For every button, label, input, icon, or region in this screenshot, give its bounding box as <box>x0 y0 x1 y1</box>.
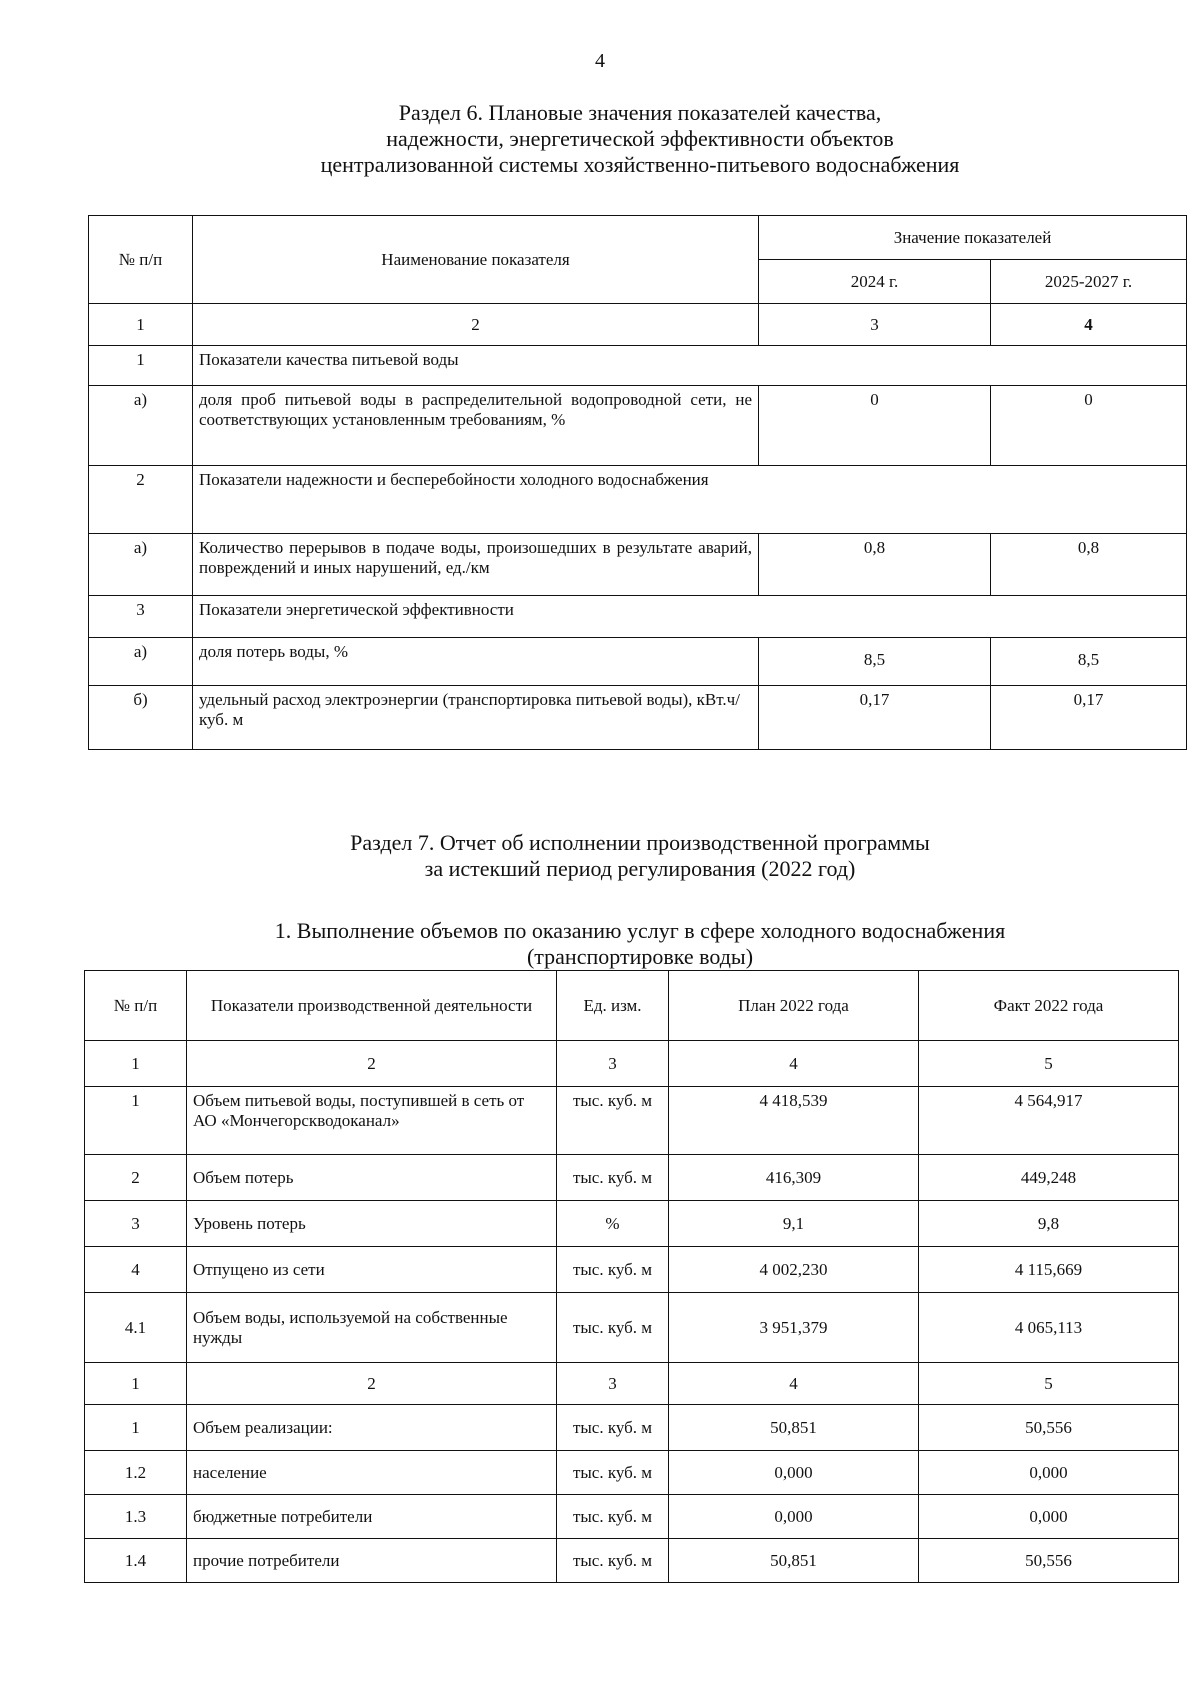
row-fact: 50,556 <box>919 1405 1179 1451</box>
section7-title-line: за истекший период регулирования (2022 год) <box>424 856 856 881</box>
row-name: Отпущено из сети <box>187 1247 557 1293</box>
column-number: 4 <box>991 304 1187 346</box>
table-row <box>89 534 1187 596</box>
row-num: 1 <box>85 1405 187 1451</box>
section7-subtitle-line: 1. Выполнение объемов по оказанию услуг в сфере холодного водоснабжения <box>274 918 1006 943</box>
table-row <box>85 1247 1179 1293</box>
table-row <box>85 1539 1179 1583</box>
table-row <box>89 638 1187 686</box>
column-number: 5 <box>919 1363 1179 1405</box>
section7-subtitle-line: (транспортировке воды) <box>526 944 754 969</box>
row-unit: тыс. куб. м <box>557 1539 669 1583</box>
row-num: а) <box>89 386 193 466</box>
row-name: Объем реализации: <box>187 1405 557 1451</box>
row-num: 1 <box>85 1087 187 1155</box>
row-name: удельный расход электроэнергии (транспортировка питьевой воды), кВт.ч/куб. м <box>193 686 759 750</box>
section6-title-line: надежности, энергетической эффективности объектов <box>386 126 894 151</box>
column-number: 1 <box>85 1041 187 1087</box>
row-name: Количество перерывов в подаче воды, произошедших в результате аварий, повреждений и иных нарушений, ед./км <box>193 534 759 596</box>
row-value-2025-2027: 0 <box>991 386 1187 466</box>
section6-title-line: централизованной системы хозяйственно-питьевого водоснабжения <box>320 152 960 177</box>
row-name: прочие потребители <box>187 1539 557 1583</box>
section7-table <box>84 970 1179 1583</box>
table-row <box>89 346 1187 386</box>
row-fact: 0,000 <box>919 1451 1179 1495</box>
row-plan: 50,851 <box>669 1405 919 1451</box>
row-unit: % <box>557 1201 669 1247</box>
row-num: 1.4 <box>85 1539 187 1583</box>
row-plan: 4 418,539 <box>669 1087 919 1155</box>
section6-title-line: Раздел 6. Плановые значения показателей качества, <box>398 100 882 125</box>
row-plan: 50,851 <box>669 1539 919 1583</box>
row-unit: тыс. куб. м <box>557 1247 669 1293</box>
row-name: бюджетные потребители <box>187 1495 557 1539</box>
section7-subtitle <box>160 918 1120 970</box>
section7-title-line: Раздел 7. Отчет об исполнении производственной программы <box>350 830 930 855</box>
row-num: 2 <box>85 1155 187 1201</box>
row-num: 4.1 <box>85 1293 187 1363</box>
row-plan: 3 951,379 <box>669 1293 919 1363</box>
row-unit: тыс. куб. м <box>557 1087 669 1155</box>
row-value-2024: 0,17 <box>759 686 991 750</box>
column-number: 3 <box>557 1363 669 1405</box>
row-num: 1.3 <box>85 1495 187 1539</box>
column-number: 4 <box>669 1363 919 1405</box>
header-fact: Факт 2022 года <box>919 971 1179 1041</box>
page-number: 4 <box>595 50 605 72</box>
row-fact: 9,8 <box>919 1201 1179 1247</box>
row-name: Уровень потерь <box>187 1201 557 1247</box>
row-num: а) <box>89 638 193 686</box>
row-unit: тыс. куб. м <box>557 1155 669 1201</box>
section7-title <box>200 830 1080 882</box>
column-number: 1 <box>89 304 193 346</box>
row-unit: тыс. куб. м <box>557 1293 669 1363</box>
column-number: 3 <box>759 304 991 346</box>
column-number: 2 <box>193 304 759 346</box>
row-unit: тыс. куб. м <box>557 1495 669 1539</box>
table-row <box>85 1495 1179 1539</box>
table-row <box>89 686 1187 750</box>
group-title: Показатели энергетической эффективности <box>193 596 1187 638</box>
header-num: № п/п <box>89 216 193 304</box>
header-year-2025-2027: 2025-2027 г. <box>991 260 1187 304</box>
header-name: Наименование показателя <box>193 216 759 304</box>
row-fact: 4 115,669 <box>919 1247 1179 1293</box>
row-num: 2 <box>89 466 193 534</box>
row-value-2025-2027: 0,8 <box>991 534 1187 596</box>
row-name: доля проб питьевой воды в распределительной водопроводной сети, не соответствующих установленным требованиям, % <box>193 386 759 466</box>
row-plan: 0,000 <box>669 1495 919 1539</box>
column-number: 2 <box>187 1363 557 1405</box>
column-number: 3 <box>557 1041 669 1087</box>
header-plan: План 2022 года <box>669 971 919 1041</box>
row-fact: 4 065,113 <box>919 1293 1179 1363</box>
row-plan: 0,000 <box>669 1451 919 1495</box>
row-fact: 50,556 <box>919 1539 1179 1583</box>
row-name: Объем воды, используемой на собственные нужды <box>187 1293 557 1363</box>
row-num: 4 <box>85 1247 187 1293</box>
row-unit: тыс. куб. м <box>557 1451 669 1495</box>
row-fact: 0,000 <box>919 1495 1179 1539</box>
row-value-2024: 8,5 <box>759 638 991 686</box>
table-row-column-numbers <box>85 1363 1179 1405</box>
table-row <box>85 1155 1179 1201</box>
row-num: 1 <box>89 346 193 386</box>
row-value-2024: 0 <box>759 386 991 466</box>
row-plan: 4 002,230 <box>669 1247 919 1293</box>
row-num: а) <box>89 534 193 596</box>
row-plan: 416,309 <box>669 1155 919 1201</box>
column-number: 1 <box>85 1363 187 1405</box>
row-name: население <box>187 1451 557 1495</box>
column-number: 2 <box>187 1041 557 1087</box>
group-title: Показатели надежности и бесперебойности холодного водоснабжения <box>193 466 1187 534</box>
row-unit: тыс. куб. м <box>557 1405 669 1451</box>
row-plan: 9,1 <box>669 1201 919 1247</box>
row-value-2024: 0,8 <box>759 534 991 596</box>
header-values: Значение показателей <box>759 216 1187 260</box>
row-name: Объем питьевой воды, поступившей в сеть от АО «Мончегорскводоканал» <box>187 1087 557 1155</box>
row-fact: 449,248 <box>919 1155 1179 1201</box>
row-num: б) <box>89 686 193 750</box>
table-row <box>85 1087 1179 1155</box>
header-unit: Ед. изм. <box>557 971 669 1041</box>
row-num: 1.2 <box>85 1451 187 1495</box>
row-value-2025-2027: 8,5 <box>991 638 1187 686</box>
section6-title <box>200 100 1080 178</box>
table-row <box>89 386 1187 466</box>
table-row <box>89 466 1187 534</box>
column-number: 4 <box>669 1041 919 1087</box>
group-title: Показатели качества питьевой воды <box>193 346 1187 386</box>
table-row <box>85 1451 1179 1495</box>
row-fact: 4 564,917 <box>919 1087 1179 1155</box>
row-name: Объем потерь <box>187 1155 557 1201</box>
column-number: 5 <box>919 1041 1179 1087</box>
header-num: № п/п <box>85 971 187 1041</box>
table-row <box>85 1201 1179 1247</box>
row-value-2025-2027: 0,17 <box>991 686 1187 750</box>
table-row <box>89 596 1187 638</box>
row-num: 3 <box>85 1201 187 1247</box>
table-row <box>85 1405 1179 1451</box>
row-name: доля потерь воды, % <box>193 638 759 686</box>
header-year-2024: 2024 г. <box>759 260 991 304</box>
table-row <box>85 1293 1179 1363</box>
row-num: 3 <box>89 596 193 638</box>
section6-table <box>88 215 1187 750</box>
header-name: Показатели производственной деятельности <box>187 971 557 1041</box>
